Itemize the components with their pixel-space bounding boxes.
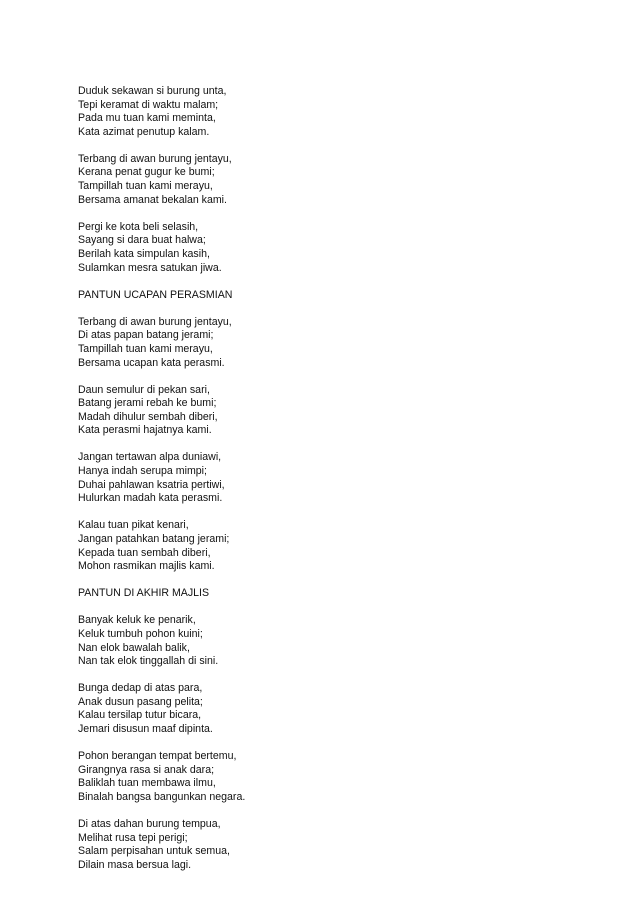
verse-line: Kalau tersilap tutur bicara, [78,709,202,722]
verse-line: Sayang si dara buat halwa; [78,234,206,247]
stanza [78,451,598,505]
verse-line: Jemari disusun maaf dipinta. [78,722,213,735]
verse-line: Daun semulur di pekan sari, [78,383,210,396]
stanza [78,614,598,668]
stanza [78,85,598,139]
verse-line: Jangan patahkan batang jerami; [78,532,230,545]
verse-line: Kerana penat gugur ke bumi; [78,166,215,179]
section-heading: PANTUN UCAPAN PERASMIAN [78,288,233,301]
verse-line: Nan elok bawalah balik, [78,641,190,654]
verse-line: Kalau tuan pikat kenari, [78,519,189,532]
verse-line: Di atas dahan burung tempua, [78,817,221,830]
verse-line: Tepi keramat di waktu malam; [78,98,219,111]
stanza [78,221,598,275]
stanza [78,153,598,207]
verse-line: Bersama amanat bekalan kami. [78,193,227,206]
verse-line: Pergi ke kota beli selasih, [78,220,199,233]
stanza [78,818,598,872]
verse-line: Madah dihulur sembah diberi, [78,410,218,423]
verse-line: Duduk sekawan si burung unta, [78,85,227,97]
verse-line: Binalah bangsa bangunkan negara. [78,790,246,803]
verse-line: Kepada tuan sembah diberi, [78,546,211,559]
stanza [78,519,598,573]
verse-line: Salam perpisahan untuk semua, [78,845,230,858]
verse-line: Hanya indah serupa mimpi; [78,465,207,478]
verse-line: Melihat rusa tepi perigi; [78,831,188,844]
verse-line: Batang jerami rebah ke bumi; [78,397,217,410]
verse-line: Kata perasmi hajatnya kami. [78,424,212,437]
verse-line: Anak dusun pasang pelita; [78,695,203,708]
verse-line: Kata azimat penutup kalam. [78,125,210,138]
section-perasmian [78,289,598,574]
section-heading: PANTUN DI AKHIR MAJLIS [78,587,210,600]
verse-line: Bunga dedap di atas para, [78,682,203,695]
section-opening [78,85,598,275]
stanza [78,682,598,736]
verse-line: Baliklah tuan membawa ilmu, [78,777,216,790]
verse-line: Di atas papan batang jerami; [78,329,214,342]
verse-line: Pada mu tuan kami meminta, [78,112,216,125]
stanza [78,316,598,370]
verse-line: Nan tak elok tinggallah di sini. [78,655,219,668]
verse-line: Jangan tertawan alpa duniawi, [78,451,222,464]
section-akhir-majlis [78,587,598,872]
verse-line: Tampillah tuan kami merayu, [78,180,213,193]
verse-line: Terbang di awan burung jentayu, [78,315,232,328]
verse-line: Hulurkan madah kata perasmi. [78,492,223,505]
verse-line: Tampillah tuan kami merayu, [78,342,213,355]
stanza [78,384,598,438]
verse-line: Terbang di awan burung jentayu, [78,152,232,165]
verse-line: Berilah kata simpulan kasih, [78,247,210,260]
verse-line: Banyak keluk ke penarik, [78,614,196,627]
stanza [78,750,598,804]
document-page [78,85,598,886]
verse-line: Keluk tumbuh pohon kuini; [78,627,203,640]
verse-line: Duhai pahlawan ksatria pertiwi, [78,478,225,491]
verse-line: Pohon berangan tempat bertemu, [78,750,237,763]
verse-line: Girangnya rasa si anak dara; [78,763,215,776]
verse-line: Sulamkan mesra satukan jiwa. [78,261,222,274]
verse-line: Mohon rasmikan majlis kami. [78,560,215,573]
verse-line: Dilain masa bersua lagi. [78,858,192,871]
verse-line: Bersama ucapan kata perasmi. [78,356,225,369]
